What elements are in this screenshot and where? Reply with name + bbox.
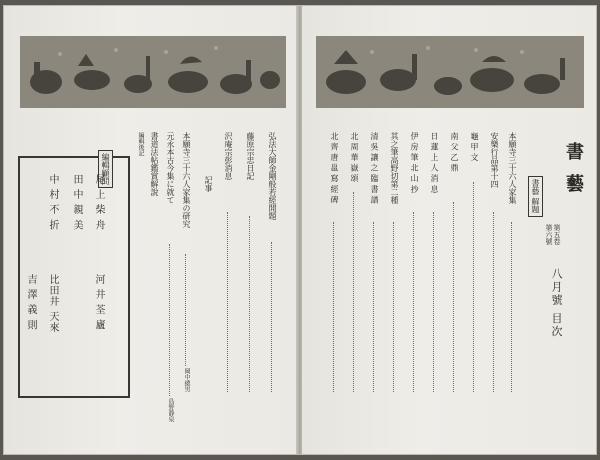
left-relief-banner [20,36,286,108]
section-header: 書藝 解題 [528,176,543,217]
left-page [4,6,298,454]
editor-name: 中 村 不 折 [47,174,58,231]
issue-number-label: 第六號 [545,224,553,245]
editor-name: 尾 上 柴 舟 [93,174,104,231]
month-contents-title: 八月號 目次 [550,268,563,339]
toc-entry: 伊 房 筆 北 山 抄 [410,132,419,193]
toc-entry: 龜 甲 文 [470,132,479,162]
article-title: 書道法帖鑑賞解說 [150,132,159,196]
toc-entry: 安樂行品第十四 [490,132,499,188]
toc-entry: 南 父 乙 鼎 [450,132,459,172]
article-title: 本願寺三十六人家集の研究 [182,132,191,228]
toc-entry: 沢庵宗彭消息 [224,132,233,180]
toc-entry: 弘法大師金剛般若經開題 [268,132,277,220]
article-title: 編輯後記 [137,132,144,156]
relief-illustration-left [20,36,286,108]
editor-name: 田 中 親 美 [71,174,82,231]
editor-name: 比田井 天來 [47,274,58,334]
toc-entry: 藤原宗忠日記 [246,132,255,180]
notes-section-label: 記事 [204,176,213,192]
magazine-title: 書 藝 [563,142,584,197]
editor-name: 吉 澤 義 則 [25,274,36,331]
toc-entry: 其之筆高野切第二種 [390,132,399,204]
article-author: 島野静泉 [167,398,174,422]
book-spread [4,6,596,454]
toc-entry: 清 吳 讓 之 臨 書 譜 [370,132,379,204]
toc-entry: 北 齊 唐 邕 寫 經 碑 [330,132,339,204]
volume-label: 第五卷 [553,224,561,245]
toc-entry: 本願寺三十六人家集 [508,132,517,204]
article-author: 岡中總男 [183,368,190,392]
relief-illustration-right [316,36,584,108]
editor-name: 河 井 荃 廬 [93,274,104,331]
right-relief-banner [316,36,584,108]
editors-header: 編輯顧問 [98,150,113,188]
article-title: 元永本古今集に就て [166,132,175,204]
toc-entry: 北 周 華 嶽 頌 [350,132,359,183]
toc-entry: 日 蓮 上 人 消 息 [430,132,439,193]
right-page [302,6,596,454]
